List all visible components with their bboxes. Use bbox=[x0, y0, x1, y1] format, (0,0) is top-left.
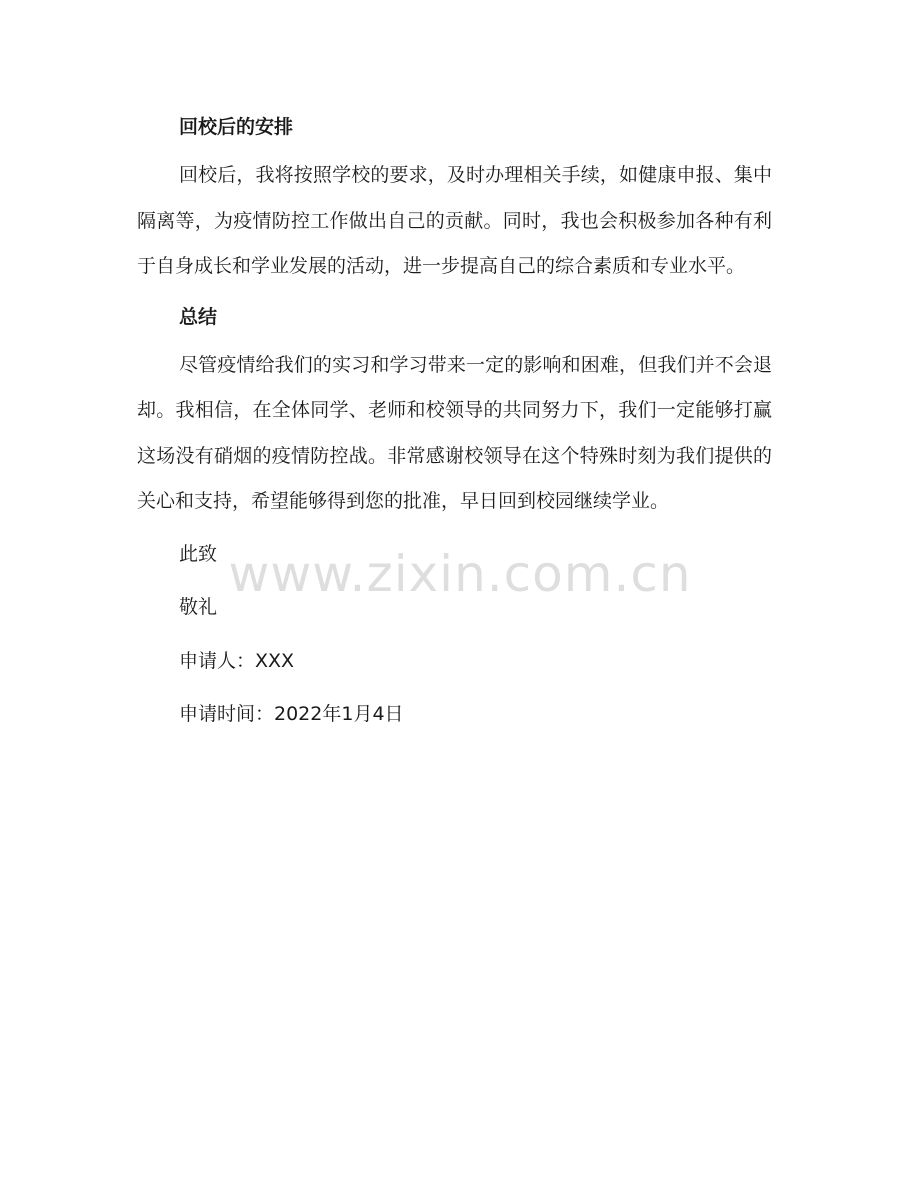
section-heading-return-arrangement: 回校后的安排 bbox=[179, 116, 294, 138]
closing-regards: 敬礼 bbox=[179, 596, 218, 618]
application-date-line: 申请时间：2022年1月4日 bbox=[179, 703, 404, 725]
section-heading-summary: 总结 bbox=[179, 305, 218, 328]
paragraph-return-arrangement: 回校后，我将按照学校的要求，及时办理相关手续，如健康申报、集中隔离等，为疫情防控工作做出自己的贡献。同时，我也会积极参加各种有利于自身成长和学业发展的活动，进一步提高自己的综合素质和专业水平。 bbox=[137, 164, 772, 277]
document-body bbox=[137, 108, 772, 742]
watermark-text: www.zixin.com.cn bbox=[228, 545, 692, 603]
applicant-line: 申请人：XXX bbox=[179, 649, 295, 672]
paragraph-summary: 尽管疫情给我们的实习和学习带来一定的影响和困难，但我们并不会退却。我相信，在全体同学、老师和校领导的共同努力下，我们一定能够打赢这场没有硝烟的疫情防控战。非常感谢校领导在这个特殊时刻为我们提供的关心和支持，希望能够得到您的批准，早日回到校园继续学业。 bbox=[137, 353, 772, 512]
closing-salutation: 此致 bbox=[179, 542, 218, 565]
